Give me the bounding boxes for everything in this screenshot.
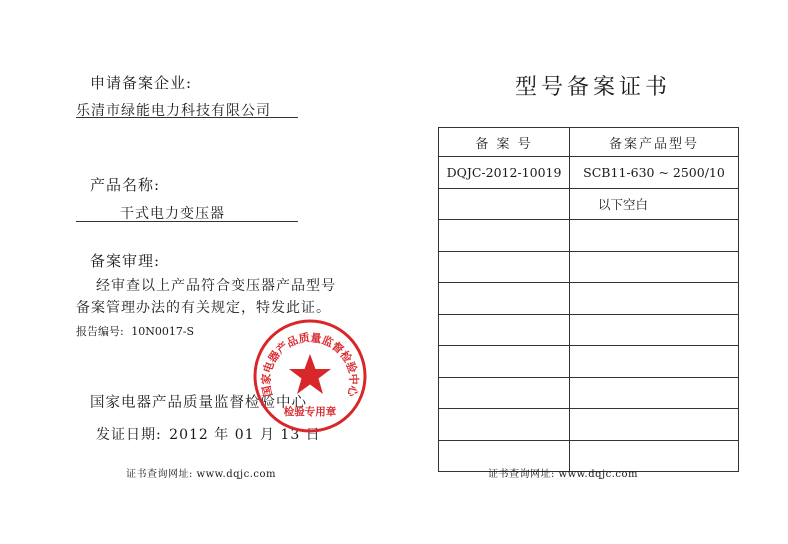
table-row	[439, 188, 739, 220]
review-label: 备案审理:	[90, 252, 161, 270]
table-row	[439, 377, 739, 409]
table-row	[439, 314, 739, 346]
product-underline	[76, 221, 298, 222]
table-row	[439, 220, 739, 252]
table-cell	[570, 409, 739, 441]
table-cell	[570, 251, 739, 283]
table-cell	[439, 314, 570, 346]
table-row	[439, 283, 739, 315]
seal-ring-text: 国家电器产品质量监督检验中心	[259, 331, 361, 398]
report-value: 10N0017-S	[131, 325, 195, 338]
issue-date: 2012 年 01 月 13 日	[169, 427, 321, 443]
table-cell	[439, 251, 570, 283]
applicant-value: 乐清市绿能电力科技有限公司	[76, 103, 271, 119]
seal-bottom-text: 检验专用章	[283, 406, 337, 418]
table-cell	[570, 377, 739, 409]
table-cell	[439, 346, 570, 378]
table-row	[439, 251, 739, 283]
table-cell	[570, 220, 739, 252]
certificate-title: 型号备案证书	[515, 75, 672, 100]
report-label: 报告编号:	[76, 325, 124, 338]
cell-product-model: SCB11-630 ~ 2500/10	[570, 157, 739, 189]
table-cell	[570, 283, 739, 315]
product-label: 产品名称:	[90, 176, 161, 194]
cell-registration-no: DQJC-2012-10019	[439, 157, 570, 189]
col-header-product-model: 备案产品型号	[570, 128, 739, 157]
product-value: 干式电力变压器	[120, 206, 225, 222]
table-row	[439, 346, 739, 378]
seal-star	[289, 354, 331, 394]
review-line-1: 经审查以上产品符合变压器产品型号	[96, 278, 336, 294]
table-cell	[570, 314, 739, 346]
table-cell	[439, 409, 570, 441]
table-cell	[439, 220, 570, 252]
issue-label: 发证日期:	[96, 427, 162, 443]
report-number	[76, 323, 194, 339]
center-name: 国家电器产品质量监督检验中心	[90, 395, 307, 411]
table-cell	[439, 377, 570, 409]
left-website: 证书查询网址: www.dqjc.com	[126, 469, 277, 480]
applicant-underline	[76, 117, 298, 118]
cell-blank-note: 以下空白	[570, 188, 739, 220]
table-cell	[439, 283, 570, 315]
right-website: 证书查询网址: www.dqjc.com	[488, 469, 639, 480]
table-cell	[570, 346, 739, 378]
table-header-row	[439, 128, 739, 157]
applicant-label: 申请备案企业:	[90, 74, 193, 92]
official-seal-stamp	[250, 316, 370, 436]
col-header-registration-no: 备 案 号	[439, 128, 570, 157]
review-line-2: 备案管理办法的有关规定，特发此证。	[76, 300, 331, 316]
table-cell	[439, 188, 570, 220]
registration-table	[438, 127, 739, 472]
table-row	[439, 409, 739, 441]
table-row	[439, 157, 739, 189]
